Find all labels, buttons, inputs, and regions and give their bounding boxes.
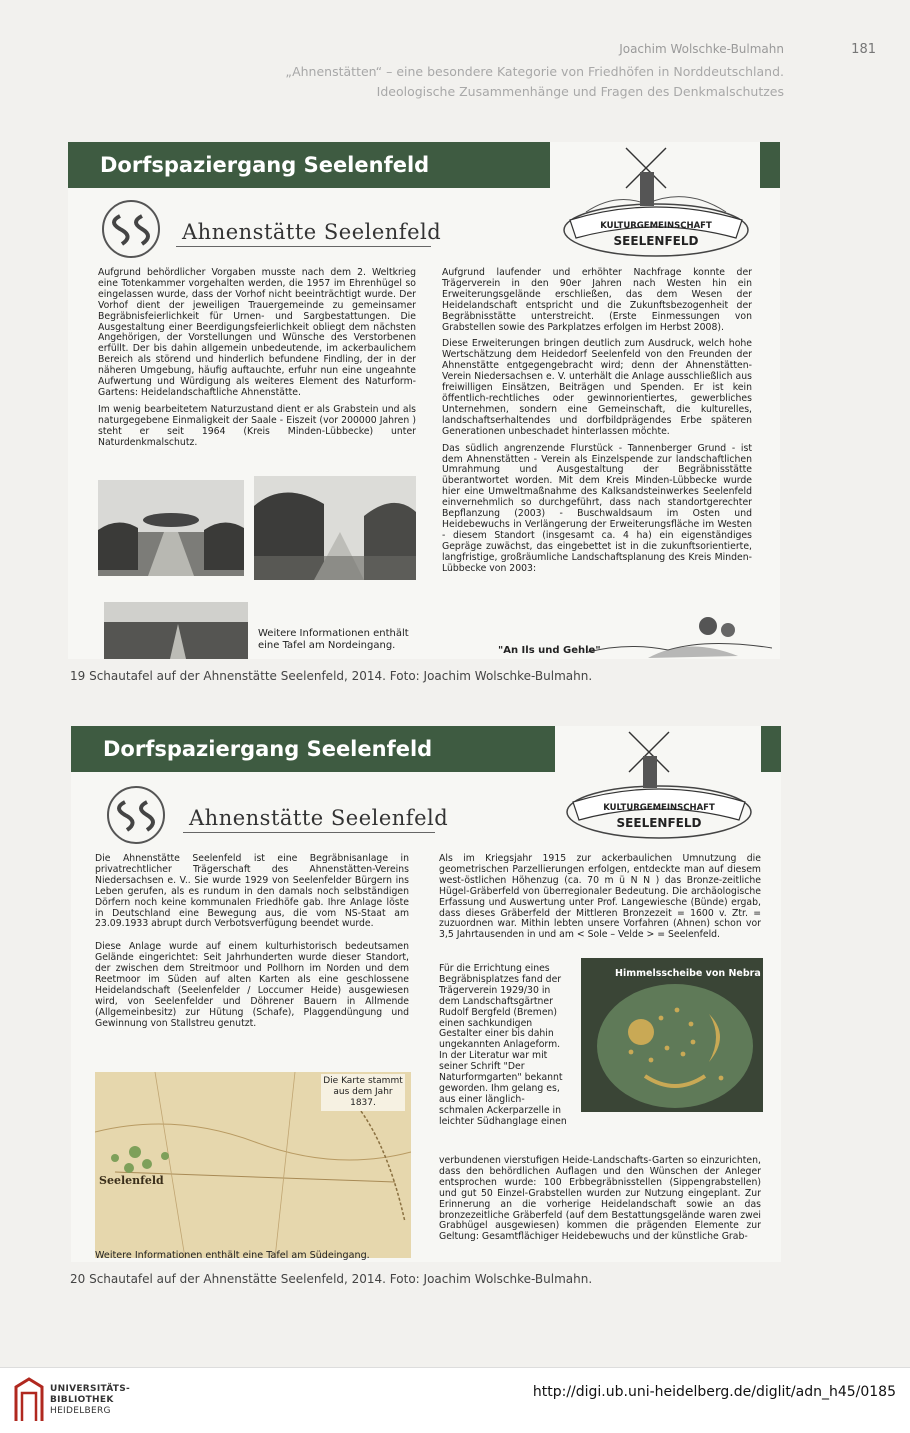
emblem-text-bottom: SEELENFELD	[613, 234, 699, 248]
nebra-disc-photo	[581, 958, 763, 1112]
ornamental-s-logo	[105, 784, 167, 846]
title-underline	[183, 832, 435, 833]
left-text-column	[98, 268, 416, 455]
right-bottom-text	[439, 1156, 761, 1249]
title-underline	[176, 246, 431, 247]
running-header-title: „Ahnenstätten“ – eine besondere Kategorie von Friedhöfen in Norddeutschland.	[285, 64, 784, 79]
figure-19-caption: 19 Schautafel auf der Ahnenstätte Seelenfeld, 2014. Foto: Joachim Wolschke-Bulmahn.	[70, 669, 593, 683]
landscape-photo-3	[104, 602, 248, 659]
kulturgemeinschaft-emblem	[556, 142, 756, 260]
right-text-column	[442, 268, 752, 580]
map-note: Die Karte stammt aus dem Jahr 1837.	[321, 1074, 405, 1111]
figure-19-photo	[68, 142, 780, 659]
paragraph: Aufgrund behördlicher Vorgaben musste nach dem 2. Weltkrieg eine Totenkammer vorgehalten werden, die 1957 im Ehrenhügel so eingelassen wurde, dass der Vorhof nicht beeinträchtigt wurde. Der Vorhof dient der jeweiligen Trauergemeinde zu gemeinsamer Begräbnisfeierlichkeit für Urnen- und Sargbestattungen. Die Ausgestaltung einer Beerdigungsfeierlichkeit obliegt dem nächsten Angehörigen, der Vorstellungen und Wünsche des Verstorbenen erfüllt. Der bis dahin allgemein unbedeutende, im ackerbaulichem Bereich als störend und hinderlich befundene Findling, der in der näheren Umgebung, häufig auftauchte, erfuhr nun eine ungeahnte Aufwertung und Würdigung als weiteres Element des Naturform-Gartens: Heidelandschaftliche Ahnenstätte.	[98, 267, 416, 398]
paragraph: Für die Errichtung eines Begräbnisplatzes fand der Trägerverein 1929/30 in dem Landschaftsgärtner Rudolf Bergfeld (Bremen) einen sachkundigen Gestalter einer bis dahin ungekannten Anlageform. In der Literatur war mit seiner Schrift "Der Naturformgarten" bekannt geworden. Ihm gelang es, aus einer länglich-schmalen Ackerparzelle in leichter Südhanglage einen	[439, 963, 567, 1127]
map-info-caption: Weitere Informationen enthält eine Tafel am Südeingang.	[95, 1250, 370, 1261]
emblem-text-bottom: SEELENFELD	[616, 816, 702, 830]
green-edge	[761, 726, 781, 772]
ahnenstaette-title: Ahnenstätte Seelenfeld	[189, 806, 449, 830]
paragraph: Diese Erweiterungen bringen deutlich zum Ausdruck, welch hohe Wertschätzung dem Heidedorf Seelenfeld von den Freunden der Ahnenstätte entgegengebracht wird; denn der Ahnenstätten-Verein Niedersachsen e. V. unterhält die Anlage ausschließlich aus freiwilligen Einsätzen, Beiträgen und Spenden. Er ist kein öffentlich-rechtliches oder gewinnorientiertes, gewerbliches Unternehmen, sondern eine Gemeinschaft, die kulturelles, landschaftserhaltendes und dorfbildprägendes Erbe späteren Generationen unbeschadet hinterlassen möchte.	[442, 338, 752, 437]
figure-20-photo	[71, 726, 781, 1262]
running-header-author: Joachim Wolschke-Bulmahn	[619, 42, 784, 56]
paragraph: verbundenen vierstufigen Heide-Landschafts-Garten so einzurichten, dass den behördlichen Auflagen und den Wünschen der Anleger entsprochen wurde: 100 Erbbegräbnisstellen (Sippengrabstellen) und gut 50 Einzel-Grabstellen wurden zur Nutzung eingeplant. Zur Erinnerung an die vorherige Heidelandschaft sowie an das bronzezeitliche Gräberfeld (auf dem Bestattungsgelände waren zwei Grabhügel ausgewiesen) kommen die prägenden Elemente zur Geltung: Gesamtflächiger Heidebewuchs und der künstliche Grab-	[439, 1155, 761, 1243]
an-ils-und-gehle-label: "An Ils und Gehle"	[498, 645, 601, 656]
ornamental-s-logo	[100, 198, 162, 260]
landscape-photo-2	[254, 476, 416, 580]
historic-map-1837	[95, 1072, 411, 1258]
page-number: 181	[851, 42, 876, 57]
emblem-text-top: KULTURGEMEINSCHAFT	[603, 803, 715, 813]
left-text-column	[95, 854, 409, 1036]
running-header-subtitle: Ideologische Zusammenhänge und Fragen des Denkmalschutzes	[376, 84, 784, 99]
paragraph: Die Ahnenstätte Seelenfeld ist eine Begräbnisanlage in privatrechtlicher Trägerschaft des Ahnenstätten-Vereins Niedersachsen e. V.. Sie wurde 1929 von Seelenfelder Bürgern ins Leben gerufen, als es rundum in den damals noch selbständigen Dörfern noch keine kommunalen Friedhöfe gab. Ihre Anlage löste in Deutschland eine Bewegung aus, die vom NS-Staat am 23.09.1933 abrupt durch Verbotsverfügung beendet wurde.	[95, 853, 409, 930]
library-name-line3: HEIDELBERG	[50, 1406, 111, 1416]
green-edge	[760, 142, 780, 188]
nebra-disc-graphic	[581, 958, 763, 1112]
digital-library-footer	[0, 1367, 910, 1433]
university-library-logo-icon	[12, 1377, 46, 1423]
kulturgemeinschaft-emblem	[559, 726, 759, 844]
panel-banner: Dorfspaziergang Seelenfeld	[71, 726, 555, 772]
permalink-url[interactable]: http://digi.ub.uni-heidelberg.de/diglit/adn_h45/0185	[532, 1384, 896, 1400]
map-place-label: Seelenfeld	[99, 1174, 164, 1187]
photo-info-caption: Weitere Informationen enthält eine Tafel am Nordeingang.	[258, 628, 409, 651]
ahnenstaette-title: Ahnenstätte Seelenfeld	[182, 220, 442, 244]
landscape-photo-1	[98, 480, 244, 576]
figure-20-caption: 20 Schautafel auf der Ahnenstätte Seelenfeld, 2014. Foto: Joachim Wolschke-Bulmahn.	[70, 1272, 593, 1286]
library-name-line1: UNIVERSITÄTS-	[50, 1384, 131, 1394]
landscape-sketch	[588, 612, 772, 659]
nebra-label: Himmelsscheibe von Nebra	[615, 968, 761, 979]
emblem-text-top: KULTURGEMEINSCHAFT	[600, 221, 712, 231]
paragraph: Als im Kriegsjahr 1915 zur ackerbaulichen Umnutzung die geometrischen Parzellierungen erfolgen, entdeckte man auf diesem west-östlichen Höhenzug (ca. 70 m ü N N ) das Bronze-zeitliche Hügel-Gräberfeld von überregionaler Bedeutung. Die archäologische Erfassung und Auswertung unter Prof. Langewiesche (Bünde) ergab, dass dieses Gräberfeld der Mittleren Bronzezeit = 1600 v. Ztr. = zuzuordnen war. Mithin lebten unsere Vorfahren (Ahnen) schon vor 3,5 Jahrtausenden in und am < Sole – Velde > = Seelenfeld.	[439, 853, 761, 941]
paragraph: Aufgrund laufender und erhöhter Nachfrage konnte der Trägerverein in den 90er Jahren nach Westen hin ein Erweiterungsgelände erschließen, das dem Wesen der Heidelandschaft entspricht und die Zukunftsbezogenheit der Begräbnisstätte unterstreicht. (Erste Einmessungen von Grabstellen sowie des Parkplatzes erfolgen im Herbst 2008).	[442, 267, 752, 333]
paragraph: Im wenig bearbeitetem Naturzustand dient er als Grabstein und als naturgegebene Einmaligkeit der Saale - Eiszeit (vor 200000 Jahren ) steht er seit 1964 (Kreis Minden-Lübbecke) unter Naturdenkmalschutz.	[98, 403, 416, 448]
library-name-line2: BIBLIOTHEK	[50, 1395, 114, 1405]
panel-banner: Dorfspaziergang Seelenfeld	[68, 142, 550, 188]
paragraph: Diese Anlage wurde auf einem kulturhistorisch bedeutsamen Gelände eingerichtet: Seit Jahrhunderten wurde dieser Standort, der zwischen dem Streitmoor und Pollhorn im Norden und dem Reetmoor im Süden auf alten Karten als eine geschlossene Heidelandschaft (Seelenfelder / Loccumer Heide) ausgewiesen wird, von Seelenfelder und Döhrener Bauern in Allmende (Allgemeinbesitz) zur Hütung (Schafe), Plaggendüngung und Gewinnung von Stallstreu genutzt.	[95, 941, 409, 1029]
right-narrow-text	[439, 964, 567, 1134]
paragraph: Das südlich angrenzende Flurstück - Tannenberger Grund - ist dem Ahnenstätten - Verein als Einzelspende zur landschaftlichen Umrahmung und Ausgestaltung der Begräbnisstätte überantwortet worden. Mit dem Kreis Minden-Lübbecke wurde hier eine Umweltmaßnahme des Kalksandsteinwerkes Seelenfeld einvernehmlich so durchgeführt, dass nach standortgerechter Bepflanzung (2003) - Buschwaldsaum im Osten und Heidebewuchs in Verlängerung der Erweiterungsfläche im Westen - diesem Standort (insgesamt ca. 4 ha) ein eigenständiges Gepräge zuwächst, das eingebettet ist in die zukunftsorientierte, langfristige, großräumliche Landschaftsplanung des Kreis Minden-Lübbecke von 2003:	[442, 442, 752, 574]
right-top-text	[439, 854, 761, 947]
